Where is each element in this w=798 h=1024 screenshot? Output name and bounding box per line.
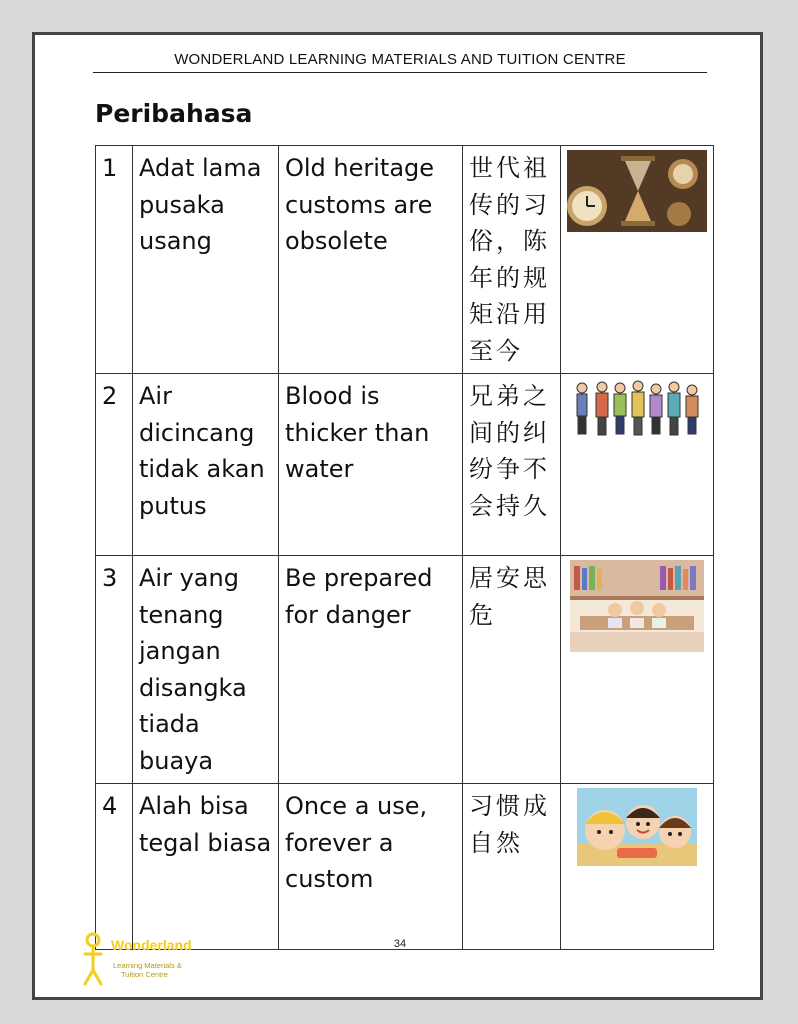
wonderland-logo	[79, 930, 209, 990]
malay-proverb: Alah bisa tegal biasa	[133, 784, 279, 950]
logo-wordmark: Wonderland	[111, 937, 192, 953]
worksheet-page	[32, 32, 763, 1000]
people-group-image	[572, 378, 702, 438]
logo-subtitle-line1: Learning Materials &	[113, 961, 182, 970]
classroom-library-image	[570, 560, 704, 652]
table-row	[96, 784, 714, 950]
english-meaning: Blood is thicker than water	[279, 374, 463, 556]
chinese-meaning: 世代祖传的习俗，陈年的规矩沿用至今	[463, 146, 561, 374]
illustration-cell	[561, 556, 714, 784]
logo-figure-icon	[85, 934, 101, 984]
chinese-meaning: 兄弟之间的纠纷争不会持久	[463, 374, 561, 556]
chinese-meaning: 习惯成自然	[463, 784, 561, 950]
row-number: 2	[96, 374, 133, 556]
children-cartoon-image	[577, 788, 697, 866]
table-row	[96, 374, 714, 556]
illustration-cell	[561, 784, 714, 950]
logo-subtitle-line2: Tuition Centre	[121, 970, 168, 979]
table-row	[96, 556, 714, 784]
row-number: 1	[96, 146, 133, 374]
malay-proverb: Air yang tenang jangan disangka tiada buaya	[133, 556, 279, 784]
illustration-cell	[561, 374, 714, 556]
proverb-table	[95, 145, 714, 950]
page-number: 34	[393, 938, 407, 950]
english-meaning: Old heritage customs are obsolete	[279, 146, 463, 374]
malay-proverb: Adat lama pusaka usang	[133, 146, 279, 374]
table-row	[96, 146, 714, 374]
row-number: 4	[96, 784, 133, 950]
malay-proverb: Air dicincang tidak akan putus	[133, 374, 279, 556]
row-number: 3	[96, 556, 133, 784]
hourglass-clock-image	[567, 150, 707, 232]
english-meaning: Be prepared for danger	[279, 556, 463, 784]
english-meaning: Once a use, forever a custom	[279, 784, 463, 950]
chinese-meaning: 居安思危	[463, 556, 561, 784]
page-header: WONDERLAND LEARNING MATERIALS AND TUITION CENTRE	[93, 51, 707, 73]
illustration-cell	[561, 146, 714, 374]
page-title: Peribahasa	[95, 99, 253, 128]
